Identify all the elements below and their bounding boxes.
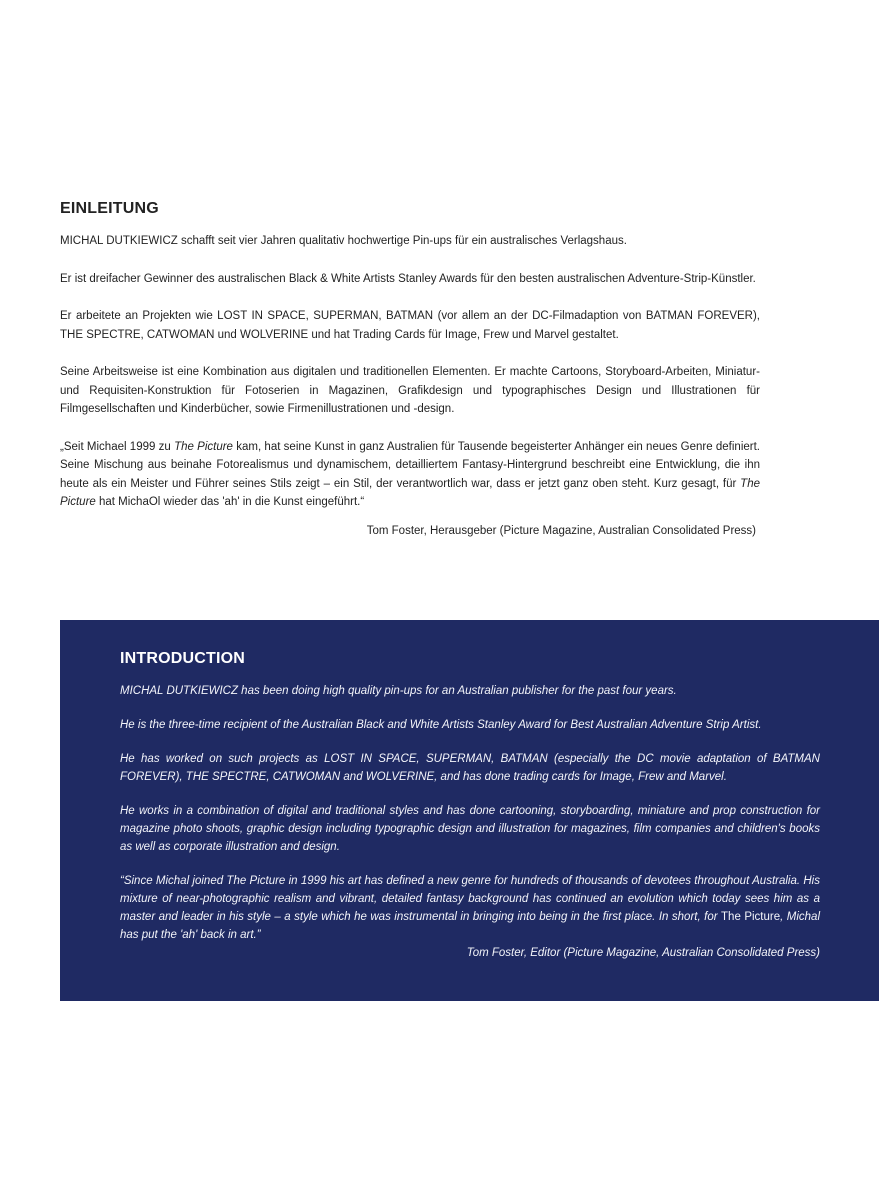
german-quote-title-2: The Picture: [60, 477, 760, 508]
german-quote-title-1: The Picture: [174, 440, 233, 453]
german-heading: EINLEITUNG: [60, 200, 159, 217]
english-heading: INTRODUCTION: [120, 650, 246, 667]
english-panel: [60, 620, 879, 1001]
german-quote-part-e: hat MichaOl wieder das 'ah' in die Kunst eingeführt.“: [95, 496, 365, 508]
german-quote-part-c: kam, hat seine Kunst in ganz Australien für Tausende begeisterter Anhänger ein neues Genre definiert. Seine Mischung aus beinahe Fotorealismus und dynamischem, detailliertem Fantasy-Hintergrund beschreibt eine Entwicklung, die ihn heute als ein Meister und Führer seines Stils zeigt – ein Stil, der verantwortlich war, dass er jetzt ganz oben steht. Kurz gesagt, für: [60, 440, 760, 490]
german-paragraph-1: MICHAL DUTKIEWICZ schafft seit vier Jahren qualitativ hochwertige Pin-ups für ein australisches Verlagshaus.: [60, 235, 627, 247]
english-quote-part-c: , Michal has put the 'ah' back in art.”: [120, 911, 821, 941]
german-paragraph-3: Er arbeitete an Projekten wie LOST IN SPACE, SUPERMAN, BATMAN (vor allem an der DC-Filmadaption von BATMAN FOREVER), THE SPECTRE, CATWOMAN und WOLVERINE und hat Trading Cards für Image, Frew und Marvel gestaltet.: [60, 310, 760, 341]
english-credit: Tom Foster, Editor (Picture Magazine, Australian Consolidated Press): [466, 947, 820, 959]
english-quote: [120, 872, 820, 944]
english-paragraph-1: MICHAL DUTKIEWICZ has been doing high quality pin-ups for an Australian publisher for the past four years.: [120, 685, 677, 697]
german-quote-part-a: „Seit Michael 1999 zu: [60, 440, 175, 453]
english-quote-part-a: “Since Michal joined The Picture in 1999 his art has defined a new genre for hundreds of thousands of devotees throughout Australia. His mixture of near-photographic realism and vibrant, detailed fantasy background has continued an evolution which today sees him as a master and leader in his style – a style which he was instrumental in bringing into being in the first place. In short, for: [120, 875, 820, 923]
german-introduction: [60, 200, 760, 540]
english-paragraph-3: He has worked on such projects as LOST IN SPACE, SUPERMAN, BATMAN (especially the DC movie adaptation of BATMAN FOREVER), THE SPECTRE, CATWOMAN and WOLVERINE, and has done trading cards for Image, Frew and Marvel.: [120, 753, 820, 783]
english-paragraph-2: He is the three-time recipient of the Australian Black and White Artists Stanley Award for Best Australian Adventure Strip Artist.: [120, 719, 762, 731]
german-paragraph-4: Seine Arbeitsweise ist eine Kombination aus digitalen und traditionellen Elementen. Er machte Cartoons, Storyboard-Arbeiten, Miniatur- und Requisiten-Konstruktion für Fotoserien in Magazinen, Grafikdesign und typographisches Design und Illustrationen für Filmgesellschaften und Kinderbücher, sowie Firmenillustrationen und -design.: [60, 366, 760, 415]
english-quote-title: The Picture: [721, 911, 781, 923]
german-quote: [60, 438, 760, 512]
english-paragraph-4: He works in a combination of digital and traditional styles and has done cartooning, storyboarding, miniature and prop construction for magazine photo shoots, graphic design including typographic design and illustration for magazines, film companies and children's books as well as corporate illustration and design.: [120, 805, 820, 853]
english-introduction: [120, 650, 820, 962]
german-credit: Tom Foster, Herausgeber (Picture Magazine, Australian Consolidated Press): [366, 524, 756, 537]
german-paragraph-2: Er ist dreifacher Gewinner des australischen Black & White Artists Stanley Awards für den besten australischen Adventure-Strip-Künstler.: [60, 272, 756, 285]
